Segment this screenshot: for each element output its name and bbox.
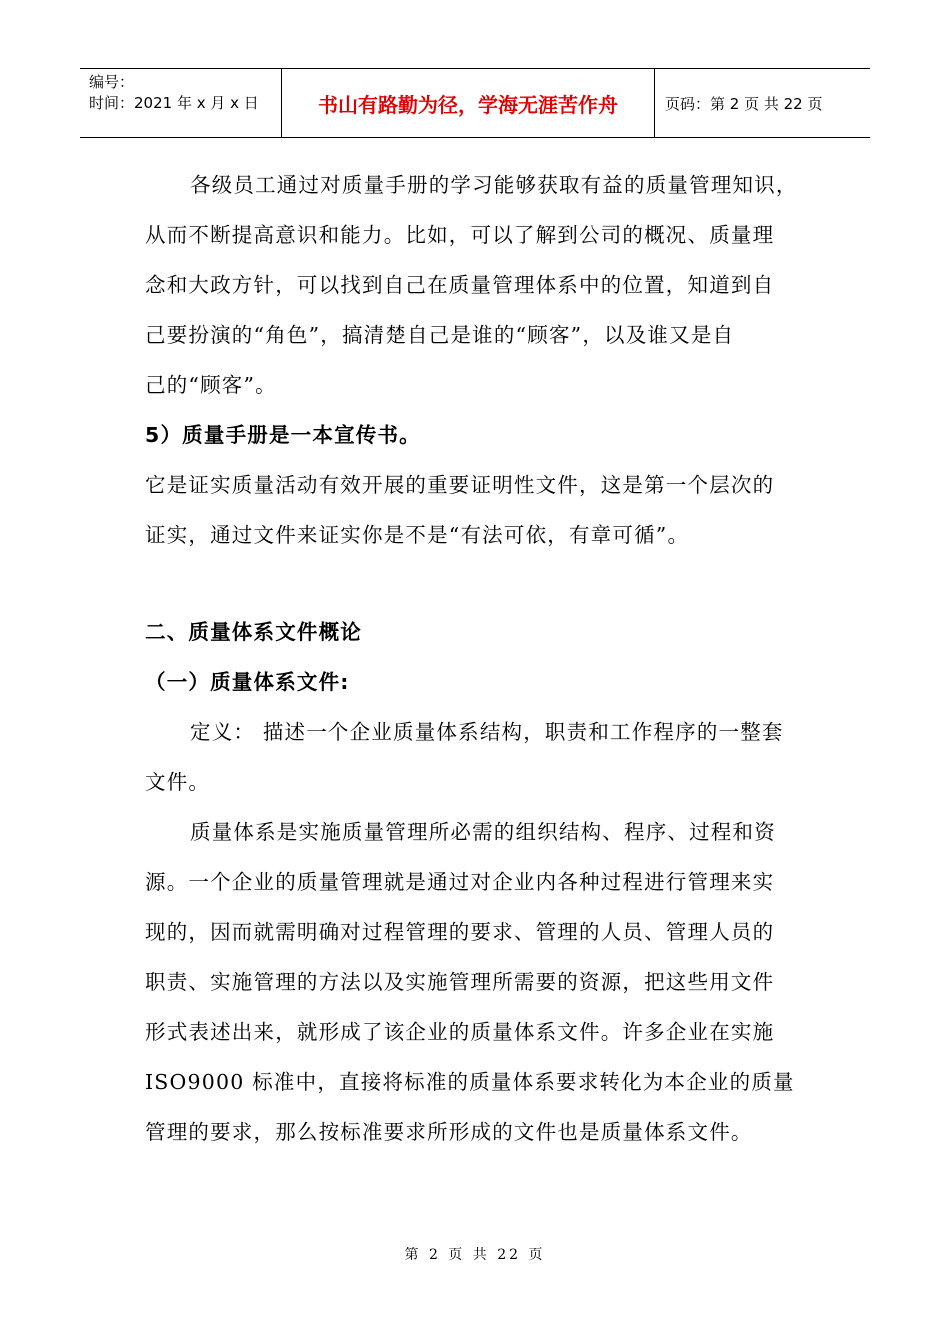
document-body	[145, 160, 810, 1157]
paragraph-line: 职责、实施管理的方法以及实施管理所需要的资源，把这些用文件	[145, 970, 775, 994]
header-motto: 书山有路勤为径，学海无涯苦作舟	[282, 69, 655, 137]
paragraph-line: 定义： 描述一个企业质量体系结构，职责和工作程序的一整套	[190, 720, 784, 744]
paragraph-line: 各级员工通过对质量手册的学习能够获取有益的质量管理知识，	[190, 173, 798, 197]
section-title: 二、质量体系文件概论	[145, 620, 362, 644]
page-header	[80, 68, 870, 138]
paragraph-line: 己要扮演的“角色”，搞清楚自己是谁的“顾客”，以及谁又是自	[145, 323, 735, 347]
spacer	[145, 560, 810, 607]
header-meta	[80, 69, 282, 137]
paragraph-line: 质量体系是实施质量管理所必需的组织结构、程序、过程和资	[190, 820, 776, 844]
paragraph-line: 己的“顾客”。	[145, 373, 277, 397]
paragraph-line: 管理的要求，那么按标准要求所形成的文件也是质量体系文件。	[145, 1120, 753, 1144]
document-number-label: 编号：	[89, 73, 135, 91]
page-footer: 第 2 页 共 22 页	[404, 1247, 546, 1263]
paragraph-line: 证实，通过文件来证实你是不是“有法可依，有章可循”。	[145, 523, 690, 547]
document-date: 时间：2021 年 x 月 x 日	[89, 94, 259, 112]
header-page-code: 页码：第 2 页 共 22 页	[665, 94, 823, 113]
paragraph-line: 念和大政方针，可以找到自己在质量管理体系中的位置，知道到自	[145, 273, 775, 297]
paragraph-line: 源。一个企业的质量管理就是通过对企业内各种过程进行管理来实	[145, 870, 775, 894]
paragraph-line: 形式表述出来，就形成了该企业的质量体系文件。许多企业在实施	[145, 1020, 775, 1044]
paragraph-line: 它是证实质量活动有效开展的重要证明性文件，这是第一个层次的	[145, 473, 775, 497]
paragraph-line: ISO9000 标准中，直接将标准的质量体系要求转化为本企业的质量	[145, 1070, 795, 1094]
subsection-title: （一）质量体系文件:	[145, 670, 350, 694]
heading-item-5: 5）质量手册是一本宣传书。	[145, 423, 421, 447]
paragraph-line: 文件。	[145, 770, 211, 794]
paragraph-line: 现的，因而就需明确对过程管理的要求、管理的人员、管理人员的	[145, 920, 775, 944]
paragraph-line: 从而不断提高意识和能力。比如，可以了解到公司的概况、质量理	[145, 223, 775, 247]
